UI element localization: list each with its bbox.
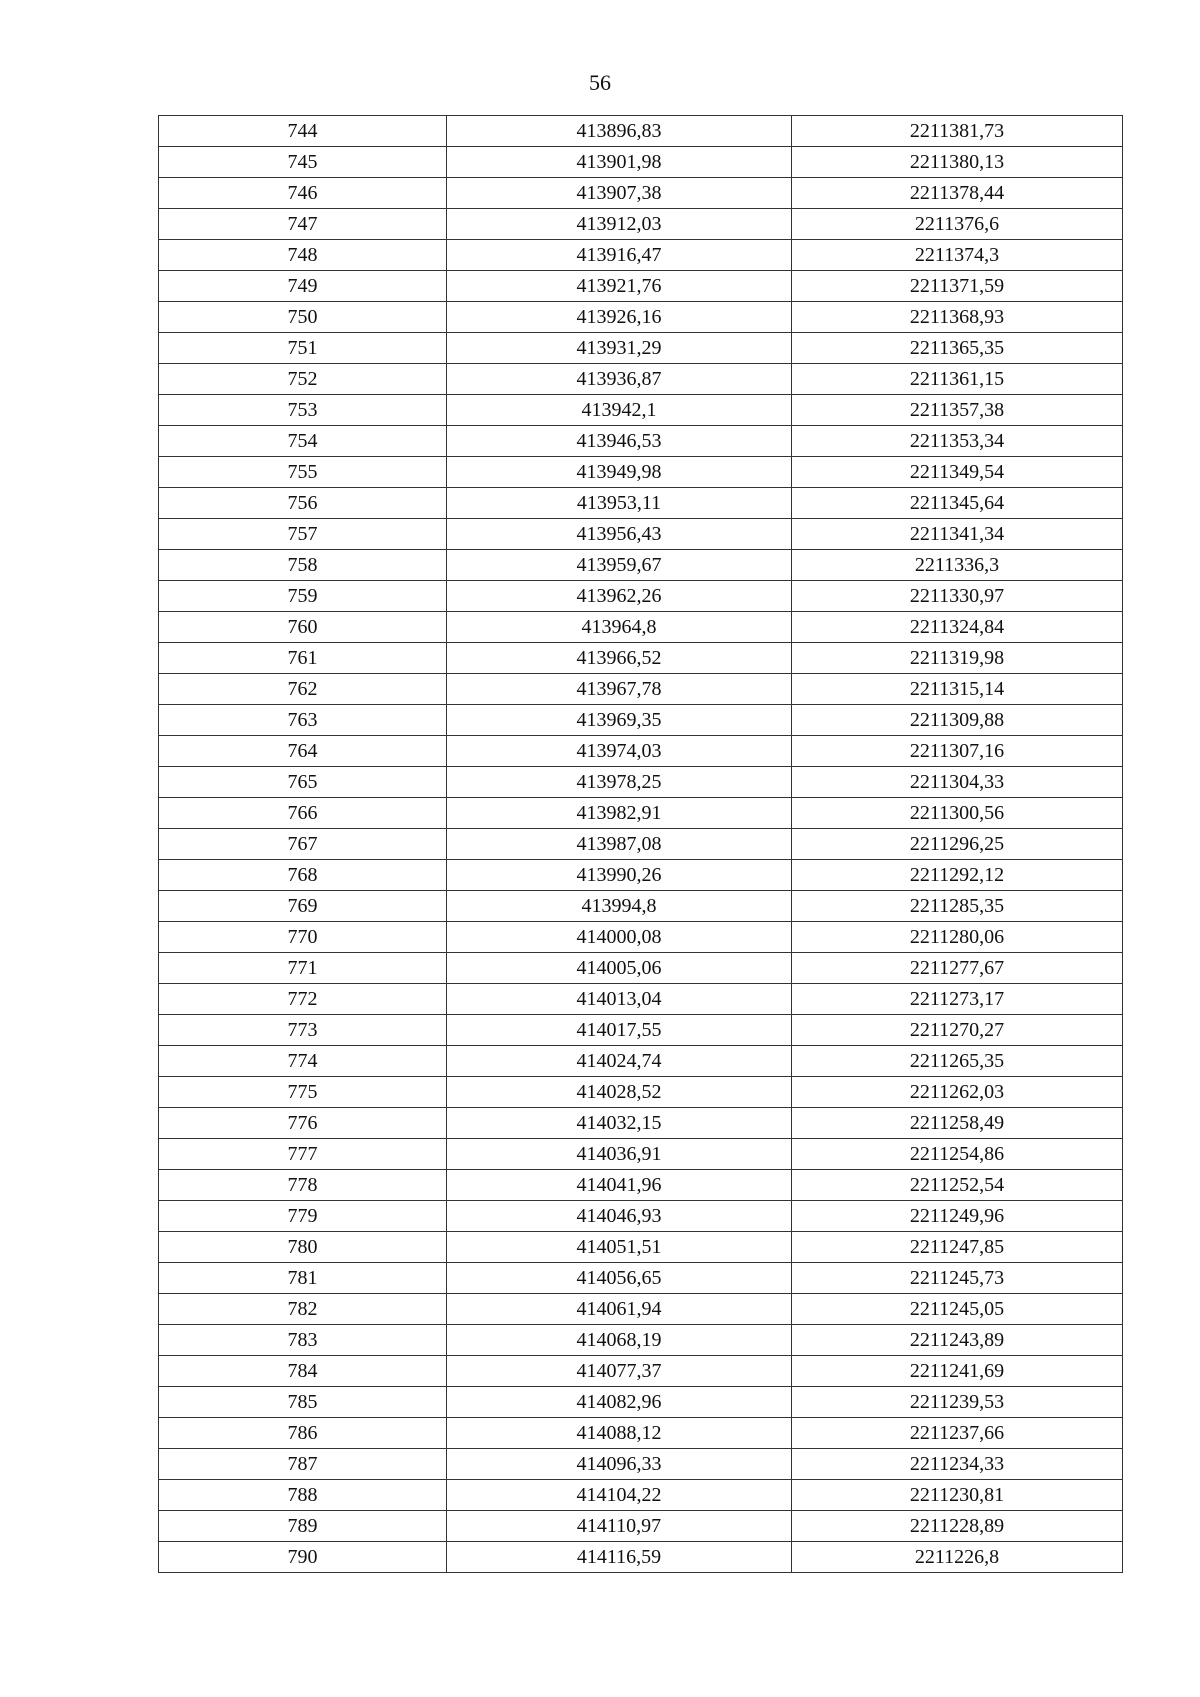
table-row [159,767,1123,798]
point-number-cell: 775 [159,1077,447,1108]
table-row [159,984,1123,1015]
x-coordinate-cell: 413926,16 [447,302,792,333]
point-number-cell: 773 [159,1015,447,1046]
x-coordinate-cell: 414096,33 [447,1449,792,1480]
x-coordinate-cell: 413921,76 [447,271,792,302]
y-coordinate-cell: 2211315,14 [792,674,1123,705]
table-row [159,333,1123,364]
point-number-cell: 777 [159,1139,447,1170]
y-coordinate-cell: 2211380,13 [792,147,1123,178]
x-coordinate-cell: 413994,8 [447,891,792,922]
point-number-cell: 778 [159,1170,447,1201]
x-coordinate-cell: 413936,87 [447,364,792,395]
point-number-cell: 755 [159,457,447,488]
y-coordinate-cell: 2211371,59 [792,271,1123,302]
table-row [159,395,1123,426]
x-coordinate-cell: 413956,43 [447,519,792,550]
y-coordinate-cell: 2211341,34 [792,519,1123,550]
table-row [159,302,1123,333]
y-coordinate-cell: 2211226,8 [792,1542,1123,1573]
point-number-cell: 771 [159,953,447,984]
x-coordinate-cell: 413949,98 [447,457,792,488]
point-number-cell: 787 [159,1449,447,1480]
point-number-cell: 786 [159,1418,447,1449]
y-coordinate-cell: 2211304,33 [792,767,1123,798]
y-coordinate-cell: 2211361,15 [792,364,1123,395]
coordinates-table-body [159,116,1123,1573]
table-row [159,1108,1123,1139]
y-coordinate-cell: 2211307,16 [792,736,1123,767]
y-coordinate-cell: 2211265,35 [792,1046,1123,1077]
table-row [159,426,1123,457]
table-row [159,1511,1123,1542]
point-number-cell: 754 [159,426,447,457]
x-coordinate-cell: 413916,47 [447,240,792,271]
x-coordinate-cell: 413962,26 [447,581,792,612]
y-coordinate-cell: 2211245,05 [792,1294,1123,1325]
x-coordinate-cell: 414116,59 [447,1542,792,1573]
table-row [159,1418,1123,1449]
point-number-cell: 788 [159,1480,447,1511]
x-coordinate-cell: 413953,11 [447,488,792,519]
point-number-cell: 749 [159,271,447,302]
x-coordinate-cell: 414005,06 [447,953,792,984]
coordinates-table [158,115,1123,1573]
x-coordinate-cell: 414051,51 [447,1232,792,1263]
table-row [159,581,1123,612]
table-row [159,891,1123,922]
x-coordinate-cell: 413967,78 [447,674,792,705]
point-number-cell: 765 [159,767,447,798]
y-coordinate-cell: 2211247,85 [792,1232,1123,1263]
x-coordinate-cell: 413978,25 [447,767,792,798]
x-coordinate-cell: 414077,37 [447,1356,792,1387]
y-coordinate-cell: 2211296,25 [792,829,1123,860]
x-coordinate-cell: 414041,96 [447,1170,792,1201]
x-coordinate-cell: 413907,38 [447,178,792,209]
x-coordinate-cell: 413896,83 [447,116,792,147]
table-row [159,1480,1123,1511]
point-number-cell: 789 [159,1511,447,1542]
table-row [159,550,1123,581]
table-row [159,922,1123,953]
x-coordinate-cell: 413901,98 [447,147,792,178]
point-number-cell: 758 [159,550,447,581]
table-row [159,240,1123,271]
table-row [159,1077,1123,1108]
y-coordinate-cell: 2211277,67 [792,953,1123,984]
table-row [159,1139,1123,1170]
point-number-cell: 759 [159,581,447,612]
y-coordinate-cell: 2211357,38 [792,395,1123,426]
y-coordinate-cell: 2211345,64 [792,488,1123,519]
point-number-cell: 772 [159,984,447,1015]
point-number-cell: 744 [159,116,447,147]
y-coordinate-cell: 2211381,73 [792,116,1123,147]
y-coordinate-cell: 2211237,66 [792,1418,1123,1449]
point-number-cell: 768 [159,860,447,891]
table-row [159,705,1123,736]
point-number-cell: 770 [159,922,447,953]
table-row [159,1232,1123,1263]
y-coordinate-cell: 2211349,54 [792,457,1123,488]
table-row [159,860,1123,891]
table-row [159,1356,1123,1387]
table-row [159,736,1123,767]
page-number: 56 [589,70,611,95]
point-number-cell: 767 [159,829,447,860]
y-coordinate-cell: 2211353,34 [792,426,1123,457]
y-coordinate-cell: 2211374,3 [792,240,1123,271]
table-row [159,1387,1123,1418]
point-number-cell: 753 [159,395,447,426]
table-row [159,953,1123,984]
table-row [159,271,1123,302]
table-row [159,1263,1123,1294]
y-coordinate-cell: 2211234,33 [792,1449,1123,1480]
table-row [159,829,1123,860]
x-coordinate-cell: 413974,03 [447,736,792,767]
table-row [159,178,1123,209]
y-coordinate-cell: 2211285,35 [792,891,1123,922]
table-row [159,147,1123,178]
point-number-cell: 763 [159,705,447,736]
y-coordinate-cell: 2211365,35 [792,333,1123,364]
table-row [159,798,1123,829]
x-coordinate-cell: 413990,26 [447,860,792,891]
y-coordinate-cell: 2211300,56 [792,798,1123,829]
x-coordinate-cell: 413959,67 [447,550,792,581]
table-row [159,457,1123,488]
y-coordinate-cell: 2211258,49 [792,1108,1123,1139]
x-coordinate-cell: 414046,93 [447,1201,792,1232]
y-coordinate-cell: 2211241,69 [792,1356,1123,1387]
x-coordinate-cell: 414110,97 [447,1511,792,1542]
point-number-cell: 756 [159,488,447,519]
x-coordinate-cell: 414068,19 [447,1325,792,1356]
x-coordinate-cell: 413969,35 [447,705,792,736]
point-number-cell: 762 [159,674,447,705]
y-coordinate-cell: 2211230,81 [792,1480,1123,1511]
table-row [159,1201,1123,1232]
point-number-cell: 780 [159,1232,447,1263]
point-number-cell: 750 [159,302,447,333]
table-row [159,1325,1123,1356]
x-coordinate-cell: 414013,04 [447,984,792,1015]
point-number-cell: 752 [159,364,447,395]
x-coordinate-cell: 413964,8 [447,612,792,643]
y-coordinate-cell: 2211280,06 [792,922,1123,953]
x-coordinate-cell: 414056,65 [447,1263,792,1294]
table-row [159,1015,1123,1046]
y-coordinate-cell: 2211239,53 [792,1387,1123,1418]
point-number-cell: 790 [159,1542,447,1573]
table-row [159,116,1123,147]
point-number-cell: 746 [159,178,447,209]
point-number-cell: 782 [159,1294,447,1325]
point-number-cell: 774 [159,1046,447,1077]
point-number-cell: 784 [159,1356,447,1387]
x-coordinate-cell: 413987,08 [447,829,792,860]
point-number-cell: 757 [159,519,447,550]
table-row [159,1046,1123,1077]
x-coordinate-cell: 413912,03 [447,209,792,240]
x-coordinate-cell: 414104,22 [447,1480,792,1511]
table-row [159,519,1123,550]
y-coordinate-cell: 2211252,54 [792,1170,1123,1201]
x-coordinate-cell: 414082,96 [447,1387,792,1418]
table-row [159,612,1123,643]
point-number-cell: 751 [159,333,447,364]
y-coordinate-cell: 2211330,97 [792,581,1123,612]
y-coordinate-cell: 2211270,27 [792,1015,1123,1046]
table-row [159,674,1123,705]
point-number-cell: 745 [159,147,447,178]
x-coordinate-cell: 414088,12 [447,1418,792,1449]
y-coordinate-cell: 2211254,86 [792,1139,1123,1170]
x-coordinate-cell: 413982,91 [447,798,792,829]
x-coordinate-cell: 414036,91 [447,1139,792,1170]
y-coordinate-cell: 2211376,6 [792,209,1123,240]
x-coordinate-cell: 414028,52 [447,1077,792,1108]
table-row [159,488,1123,519]
point-number-cell: 766 [159,798,447,829]
point-number-cell: 761 [159,643,447,674]
point-number-cell: 779 [159,1201,447,1232]
table-row [159,1294,1123,1325]
table-row [159,364,1123,395]
y-coordinate-cell: 2211324,84 [792,612,1123,643]
x-coordinate-cell: 414032,15 [447,1108,792,1139]
y-coordinate-cell: 2211292,12 [792,860,1123,891]
y-coordinate-cell: 2211249,96 [792,1201,1123,1232]
y-coordinate-cell: 2211273,17 [792,984,1123,1015]
table-row [159,1542,1123,1573]
x-coordinate-cell: 413946,53 [447,426,792,457]
point-number-cell: 776 [159,1108,447,1139]
y-coordinate-cell: 2211245,73 [792,1263,1123,1294]
table-row [159,1449,1123,1480]
point-number-cell: 785 [159,1387,447,1418]
x-coordinate-cell: 413931,29 [447,333,792,364]
x-coordinate-cell: 413966,52 [447,643,792,674]
x-coordinate-cell: 414061,94 [447,1294,792,1325]
point-number-cell: 783 [159,1325,447,1356]
y-coordinate-cell: 2211319,98 [792,643,1123,674]
x-coordinate-cell: 414000,08 [447,922,792,953]
point-number-cell: 781 [159,1263,447,1294]
y-coordinate-cell: 2211228,89 [792,1511,1123,1542]
x-coordinate-cell: 414024,74 [447,1046,792,1077]
table-row [159,1170,1123,1201]
table-row [159,643,1123,674]
point-number-cell: 760 [159,612,447,643]
y-coordinate-cell: 2211262,03 [792,1077,1123,1108]
x-coordinate-cell: 413942,1 [447,395,792,426]
y-coordinate-cell: 2211378,44 [792,178,1123,209]
y-coordinate-cell: 2211243,89 [792,1325,1123,1356]
point-number-cell: 748 [159,240,447,271]
y-coordinate-cell: 2211368,93 [792,302,1123,333]
point-number-cell: 747 [159,209,447,240]
point-number-cell: 764 [159,736,447,767]
point-number-cell: 769 [159,891,447,922]
y-coordinate-cell: 2211309,88 [792,705,1123,736]
x-coordinate-cell: 414017,55 [447,1015,792,1046]
y-coordinate-cell: 2211336,3 [792,550,1123,581]
table-row [159,209,1123,240]
